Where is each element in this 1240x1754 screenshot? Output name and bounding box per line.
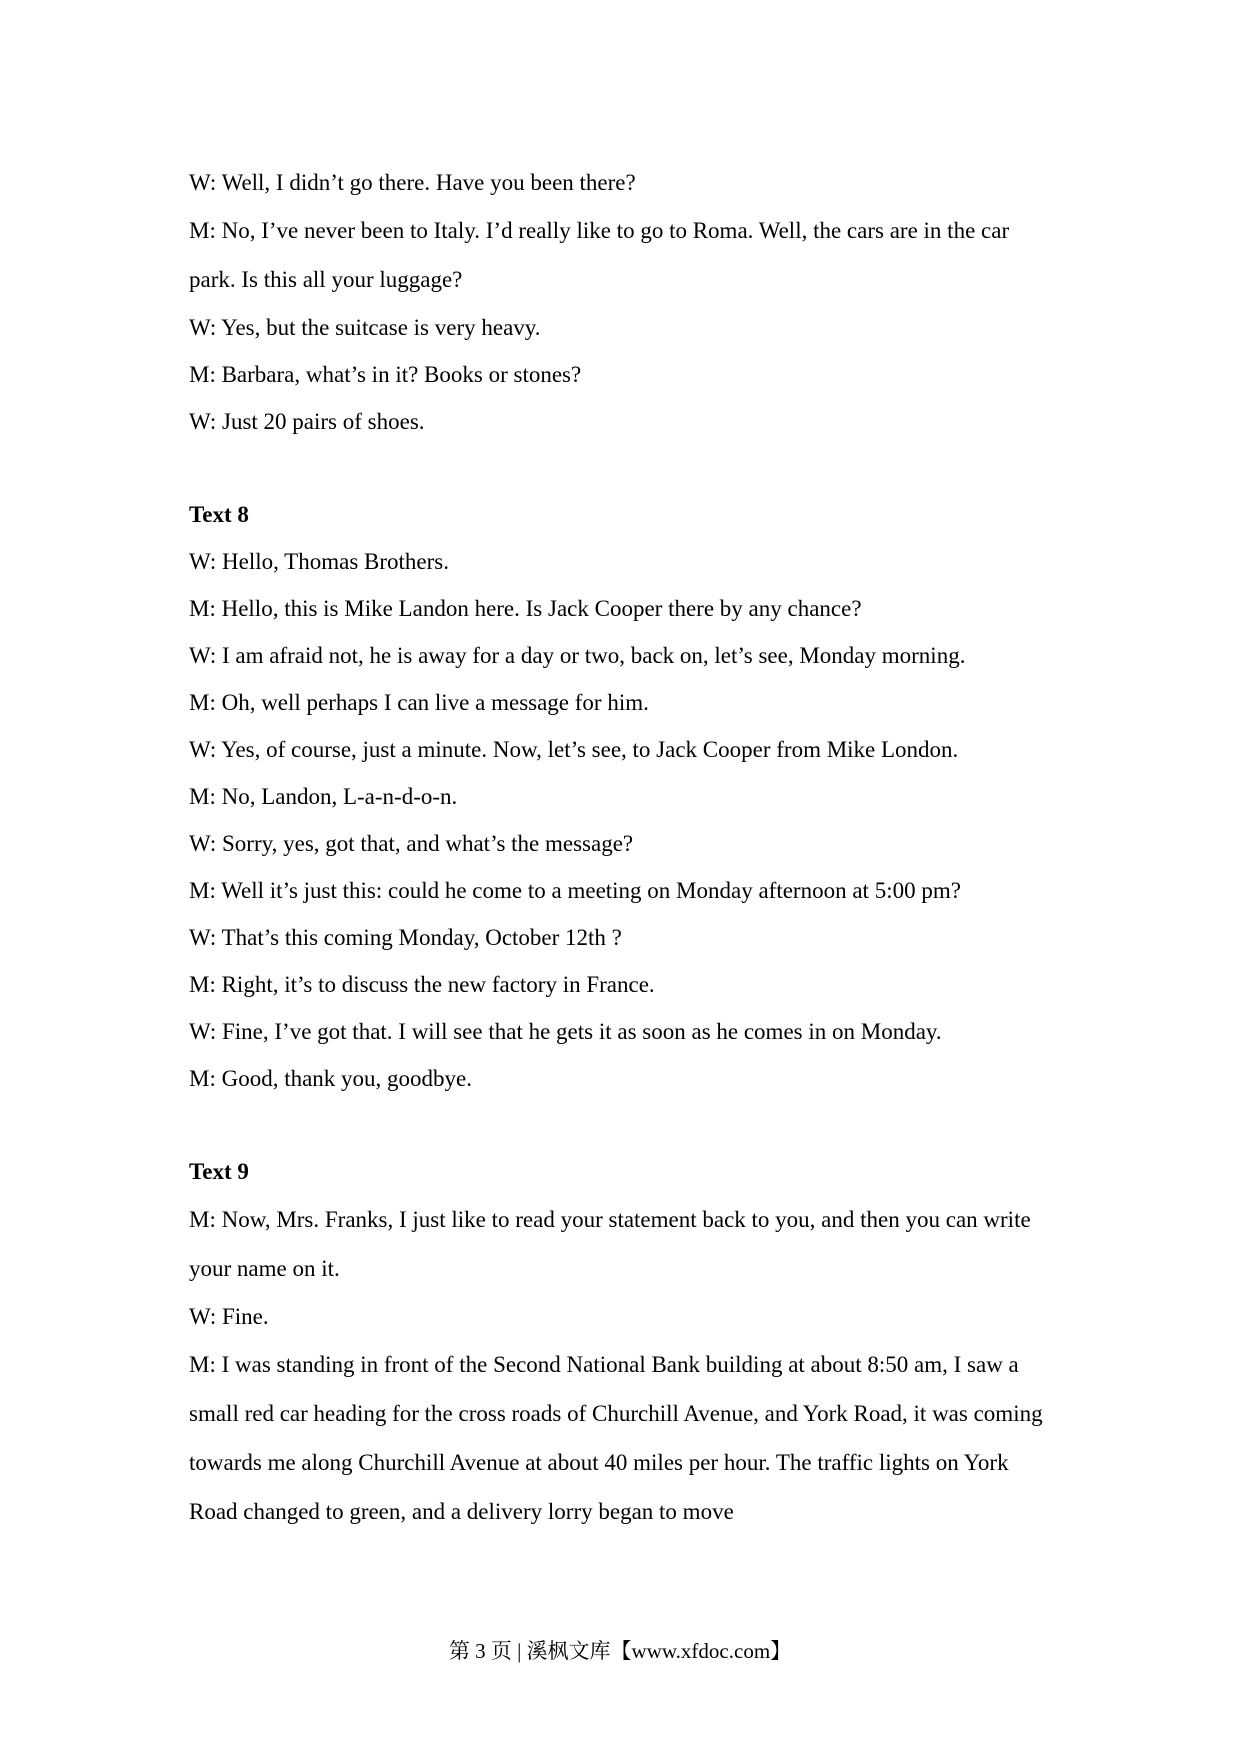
section-spacer (189, 1102, 1059, 1148)
dialogue-line: W: Hello, Thomas Brothers. (189, 549, 449, 574)
dialogue-line: W: Yes, of course, just a minute. Now, let’s see, to Jack Cooper from Mike London. (189, 737, 959, 762)
section-heading-text-8: Text 8 (189, 502, 249, 527)
dialogue-line: M: No, Landon, L-a-n-d-o-n. (189, 784, 458, 809)
dialogue-line: M: Barbara, what’s in it? Books or stones? (189, 362, 582, 387)
document-body (189, 159, 1059, 1536)
dialogue-line: W: Just 20 pairs of shoes. (189, 409, 425, 434)
dialogue-line: W: I am afraid not, he is away for a day or two, back on, let’s see, Monday morning. (189, 643, 966, 668)
dialogue-line: W: That’s this coming Monday, October 12th ? (189, 925, 622, 950)
dialogue-line: M: Good, thank you, goodbye. (189, 1066, 473, 1091)
section-spacer (189, 445, 1059, 491)
dialogue-line: W: Fine, I’ve got that. I will see that he gets it as soon as he comes in on Monday. (189, 1019, 942, 1044)
dialogue-line: W: Yes, but the suitcase is very heavy. (189, 315, 541, 340)
dialogue-line: M: Hello, this is Mike Landon here. Is Jack Cooper there by any chance? (189, 596, 862, 621)
dialogue-line: W: Fine. (189, 1304, 269, 1329)
dialogue-line: M: Oh, well perhaps I can live a message for him. (189, 690, 649, 715)
dialogue-line: M: Now, Mrs. Franks, I just like to read your statement back to you, and then you can write your name on it. (189, 1207, 1031, 1281)
section-heading-text-9: Text 9 (189, 1159, 249, 1184)
dialogue-line: M: I was standing in front of the Second National Bank building at about 8:50 am, I saw a small red car heading for the cross roads of Churchill Avenue, and York Road, it was coming towards me along Churchill Avenue at about 40 miles per hour. The traffic lights on York Road changed to green, and a delivery lorry began to move (189, 1352, 1043, 1524)
dialogue-line: M: Well it’s just this: could he come to a meeting on Monday afternoon at 5:00 pm? (189, 878, 961, 903)
dialogue-line: M: Right, it’s to discuss the new factory in France. (189, 972, 655, 997)
dialogue-line: W: Well, I didn’t go there. Have you been there? (189, 170, 636, 195)
page-footer: 第 3 页 | 溪枫文库【www.xfdoc.com】 (448, 1639, 792, 1663)
dialogue-line: M: No, I’ve never been to Italy. I’d really like to go to Roma. Well, the cars are in the car park. Is this all your luggage? (189, 218, 1010, 292)
dialogue-line: W: Sorry, yes, got that, and what’s the message? (189, 831, 634, 856)
